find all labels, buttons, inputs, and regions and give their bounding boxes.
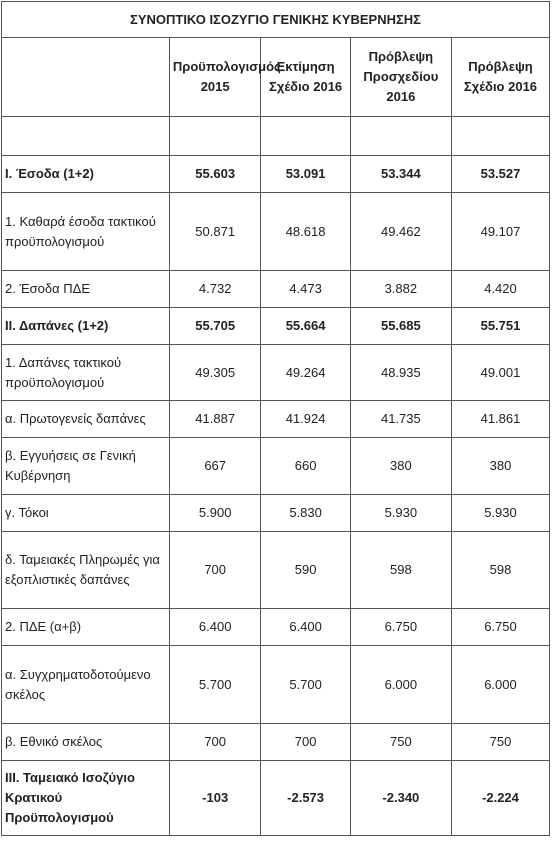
row-value: 6.000 — [451, 646, 549, 724]
row-value: 660 — [261, 438, 350, 495]
header-cell-label — [2, 38, 170, 117]
row-value: -2.573 — [261, 761, 350, 836]
table-row — [2, 761, 550, 836]
row-value: 55.664 — [261, 308, 350, 345]
row-value: 55.705 — [169, 308, 261, 345]
row-value: 53.527 — [451, 156, 549, 193]
row-value: 49.462 — [350, 193, 451, 271]
table-row — [2, 193, 550, 271]
row-value: 49.305 — [169, 345, 261, 401]
row-label: 2. Έσοδα ΠΔΕ — [2, 271, 170, 308]
table-row — [2, 495, 550, 532]
row-value — [451, 117, 549, 156]
row-value: 380 — [451, 438, 549, 495]
row-label: ΙΙΙ. Ταμειακό Ισοζύγιο Κρατικού Προϋπολογισμού — [2, 761, 170, 836]
row-value: 6.400 — [261, 609, 350, 646]
header-cell-estimate-2016: Εκτίμηση Σχέδιο 2016 — [261, 38, 350, 117]
row-value: 5.930 — [451, 495, 549, 532]
row-value: 598 — [350, 532, 451, 609]
row-value: 55.685 — [350, 308, 451, 345]
table-row — [2, 724, 550, 761]
row-value: 4.420 — [451, 271, 549, 308]
row-value: 53.091 — [261, 156, 350, 193]
row-value: 5.900 — [169, 495, 261, 532]
row-label — [2, 117, 170, 156]
table-row — [2, 401, 550, 438]
row-value — [261, 117, 350, 156]
table-row — [2, 117, 550, 156]
row-value: 750 — [350, 724, 451, 761]
row-value: 41.735 — [350, 401, 451, 438]
row-value: 5.700 — [261, 646, 350, 724]
row-value: 590 — [261, 532, 350, 609]
row-label: Ι. Έσοδα (1+2) — [2, 156, 170, 193]
row-label: δ. Ταμειακές Πληρωμές για εξοπλιστικές δαπάνες — [2, 532, 170, 609]
row-value: 55.603 — [169, 156, 261, 193]
row-label: ΙΙ. Δαπάνες (1+2) — [2, 308, 170, 345]
row-label: β. Εγγυήσεις σε Γενική Κυβέρνηση — [2, 438, 170, 495]
row-value: 49.107 — [451, 193, 549, 271]
row-value: 41.887 — [169, 401, 261, 438]
row-value: 4.732 — [169, 271, 261, 308]
row-value: 49.001 — [451, 345, 549, 401]
table-row — [2, 156, 550, 193]
row-value: 750 — [451, 724, 549, 761]
row-label: β. Εθνικό σκέλος — [2, 724, 170, 761]
row-value: 41.861 — [451, 401, 549, 438]
row-value: 48.618 — [261, 193, 350, 271]
table-row — [2, 438, 550, 495]
row-label: 2. ΠΔΕ (α+β) — [2, 609, 170, 646]
row-value: 5.700 — [169, 646, 261, 724]
row-value: 4.473 — [261, 271, 350, 308]
row-value: 700 — [261, 724, 350, 761]
row-value: 700 — [169, 724, 261, 761]
table-row — [2, 345, 550, 401]
row-value: 3.882 — [350, 271, 451, 308]
table-row — [2, 308, 550, 345]
row-value — [169, 117, 261, 156]
row-value: 50.871 — [169, 193, 261, 271]
table-title: ΣΥΝΟΠΤΙΚΟ ΙΣΟΖΥΓΙΟ ΓΕΝΙΚΗΣ ΚΥΒΕΡΝΗΣΗΣ — [2, 2, 550, 38]
row-value: 5.930 — [350, 495, 451, 532]
row-value: 49.264 — [261, 345, 350, 401]
header-cell-preliminary-2016: Πρόβλεψη Προσχεδίου 2016 — [350, 38, 451, 117]
budget-balance-table — [1, 1, 550, 836]
row-value: -2.224 — [451, 761, 549, 836]
row-value: 6.000 — [350, 646, 451, 724]
row-value: 700 — [169, 532, 261, 609]
table-row — [2, 271, 550, 308]
row-label: α. Συγχρηματοδοτούμενο σκέλος — [2, 646, 170, 724]
row-value: -2.340 — [350, 761, 451, 836]
row-value: 598 — [451, 532, 549, 609]
row-value: -103 — [169, 761, 261, 836]
row-value — [350, 117, 451, 156]
header-cell-budget-2015: Προϋπολογισμός 2015 — [169, 38, 261, 117]
table-row — [2, 609, 550, 646]
table-row — [2, 646, 550, 724]
table-title-row — [2, 2, 550, 38]
header-cell-forecast-2016: Πρόβλεψη Σχέδιο 2016 — [451, 38, 549, 117]
row-value: 41.924 — [261, 401, 350, 438]
row-label: γ. Τόκοι — [2, 495, 170, 532]
table-row — [2, 532, 550, 609]
row-value: 55.751 — [451, 308, 549, 345]
row-value: 667 — [169, 438, 261, 495]
row-value: 6.750 — [350, 609, 451, 646]
row-label: 1. Καθαρά έσοδα τακτικού προϋπολογισμού — [2, 193, 170, 271]
row-label: 1. Δαπάνες τακτικού προϋπολογισμού — [2, 345, 170, 401]
row-value: 53.344 — [350, 156, 451, 193]
row-label: α. Πρωτογενείς δαπάνες — [2, 401, 170, 438]
row-value: 6.750 — [451, 609, 549, 646]
table-header-row — [2, 38, 550, 117]
row-value: 380 — [350, 438, 451, 495]
row-value: 48.935 — [350, 345, 451, 401]
row-value: 5.830 — [261, 495, 350, 532]
row-value: 6.400 — [169, 609, 261, 646]
